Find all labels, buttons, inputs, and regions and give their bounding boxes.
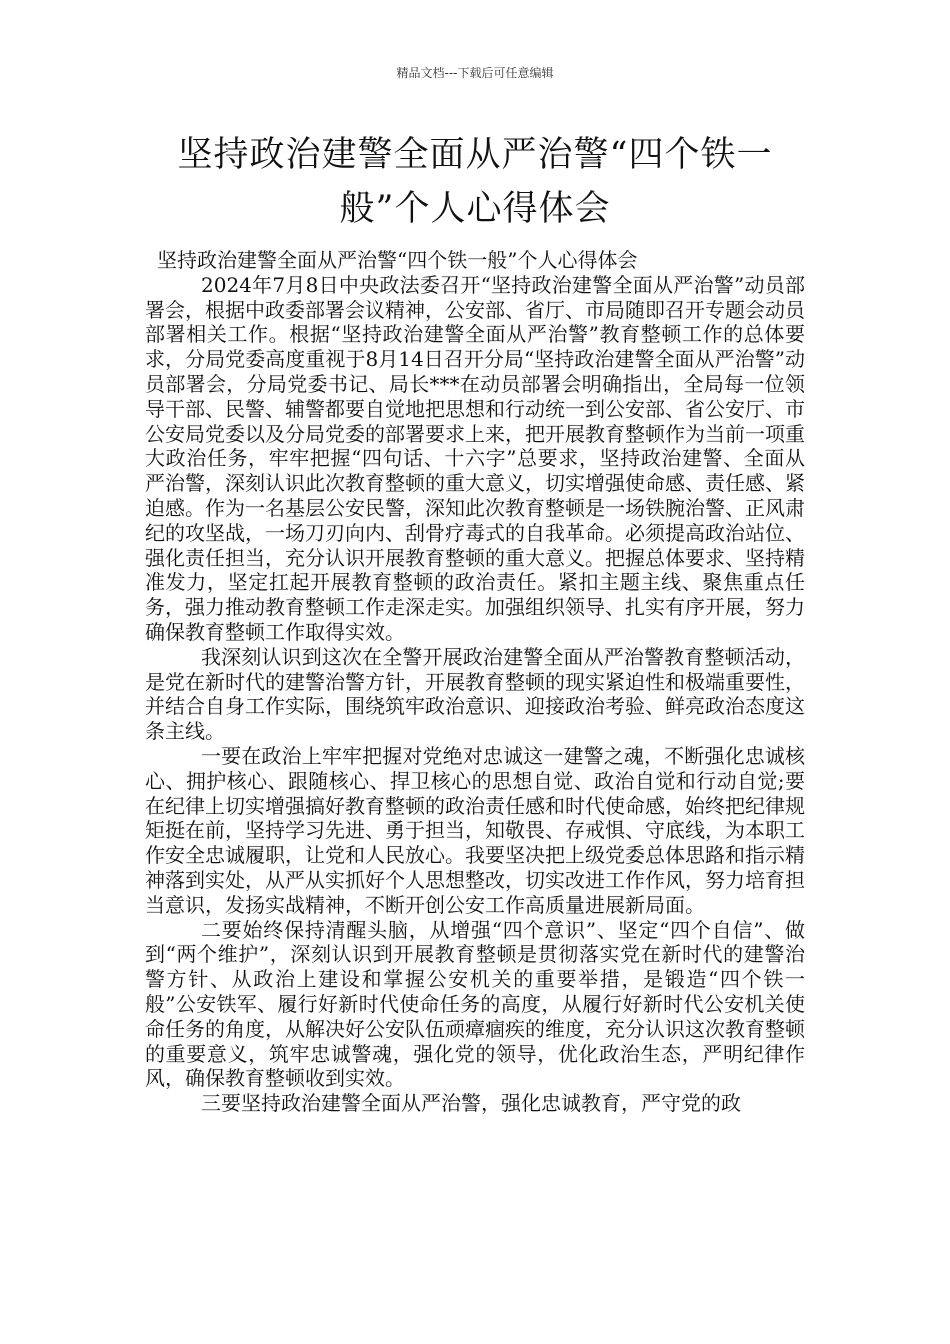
paragraph-subtitle: 坚持政治建警全面从严治警“四个铁一般”个人心得体会 bbox=[157, 248, 638, 272]
paragraph: 我深刻认识到这次在全警开展政治建警全面从严治警教育整顿活动，是党在新时代的建警治警方针，开展教育整顿的现实紧迫性和极端重要性，并结合自身工作实际，围绕筑牢政治意识、迎接政治考验、鲜亮政治态度这条主线。 bbox=[145, 644, 805, 744]
document-body bbox=[145, 248, 805, 1116]
paragraph: 三要坚持政治建警全面从严治警，强化忠诚教育，严守党的政 bbox=[201, 1091, 741, 1116]
document-title: 坚持政治建警全面从严治警“四个铁一般”个人心得体会 bbox=[177, 135, 773, 229]
paragraph: 2024年7月8日中央政法委召开“坚持政治建警全面从严治警”动员部署会，根据中政委部署会议精神，公安部、省厅、市局随即召开专题会动员部署相关工作。根据“坚持政治建警全面从严治警”教育整顿工作的总体要求，分局党委高度重视于8月14日召开分局“坚持政治建警全面从严治警”动员部署会，分局党委书记、局长***在动员部署会明确指出，全局每一位领导干部、民警、辅警都要自觉地把思想和行动统一到公安部、省公安厅、市公安局党委以及分局党委的部署要求上来，把开展教育整顿作为当前一项重大政治任务，牢牢把握“四句话、十六字”总要求，坚持政治建警、全面从严治警，深刻认识此次教育整顿的重大意义，切实增强使命感、责任感、紧迫感。作为一名基层公安民警，深知此次教育整顿是一场铁腕治警、正风肃纪的攻坚战，一场刀刃向内、刮骨疗毒式的自我革命。必须提高政治站位、强化责任担当，充分认识开展教育整顿的重大意义。把握总体要求、坚持精准发力，坚定扛起开展教育整顿的政治责任。紧扣主题主线、聚焦重点任务，强力推动教育整顿工作走深走实。加强组织领导、扎实有序开展，努力确保教育整顿工作取得实效。 bbox=[145, 272, 805, 644]
paragraph: 一要在政治上牢牢把握对党绝对忠诚这一建警之魂，不断强化忠诚核心、拥护核心、跟随核心、捍卫核心的思想自觉、政治自觉和行动自觉;要在纪律上切实增强搞好教育整顿的政治责任感和时代使命感，始终把纪律规矩挺在前，坚持学习先进、勇于担当，知敬畏、存戒惧、守底线，为本职工作安全忠诚履职，让党和人民放心。我要坚决把上级党委总体思路和指示精神落到实处，从严从实抓好个人思想整改，切实改进工作作风，努力培育担当意识，发扬实战精神，不断开创公安工作高质量进展新局面。 bbox=[145, 743, 805, 917]
header-note: 精品文档---下载后可任意编辑 bbox=[396, 66, 554, 80]
paragraph: 二要始终保持清醒头脑，从增强“四个意识”、坚定“四个自信”、做到“两个维护”，深刻认识到开展教育整顿是贯彻落实党在新时代的建警治警方针、从政治上建设和掌握公安机关的重要举措，是锻造“四个铁一般”公安铁军、履行好新时代使命任务的高度，从履行好新时代公安机关使命任务的角度，从解决好公安队伍顽瘴痼疾的维度，充分认识这次教育整顿的重要意义，筑牢忠诚警魂，强化党的领导，优化政治生态，严明纪律作风，确保教育整顿收到实效。 bbox=[145, 917, 805, 1091]
